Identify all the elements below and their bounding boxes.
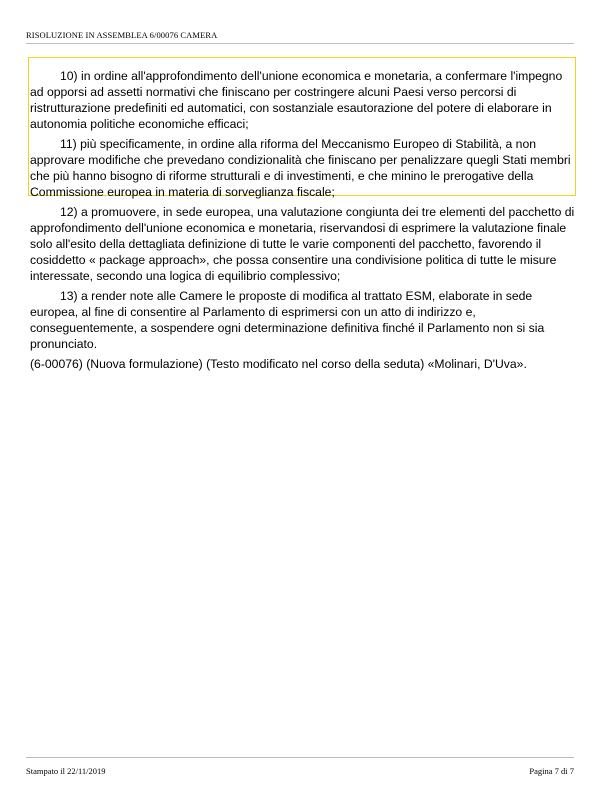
page-header-title: RISOLUZIONE IN ASSEMBLEA 6/00076 CAMERA xyxy=(26,30,218,40)
paragraph-13: 13) a render note alle Camere le proposte di modifica al trattato ESM, elaborate in sede europea, al fine di consentire al Parlamento di esprimersi con un atto di indirizzo e, conseguentemente, a sospendere ogni determinazione definitiva finché il Parlamento non si sia pronunciato. xyxy=(30,289,545,351)
paragraph-11: 11) più specificamente, in ordine alla riforma del Meccanismo Europeo di Stabilità, a non approvare modifiche che prevedano condizionalità che finiscano per penalizzare quegli Stati membri che più hanno bisogno di riforme strutturali e di investimenti, e che minino le prerogative della Commissione europea in materia di sorveglianza fiscale; xyxy=(30,137,571,199)
paragraph-12: 12) a promuovere, in sede europea, una valutazione congiunta dei tre elementi del pacchetto di approfondimento dell'unione economica e monetaria, riservandosi di esprimere la valutazione finale solo all'esito della dettagliata definizione di tutte le varie componenti del pacchetto, favorendo il cosiddetto « package approach», che possa consentire una condivisione politica di tutte le misure interessate, secondo una logica di equilibrio complessivo; xyxy=(30,205,575,283)
document-body xyxy=(30,68,576,376)
page-footer xyxy=(26,766,574,776)
printed-date: Stampato il 22/11/2019 xyxy=(26,766,106,776)
page-number: Pagina 7 di 7 xyxy=(529,766,574,776)
closing-reference: (6-00076) (Nuova formulazione) (Testo modificato nel corso della seduta) «Molinari, D'Uva». xyxy=(30,357,527,371)
paragraph-10: 10) in ordine all'approfondimento dell'unione economica e monetaria, a confermare l'impegno ad opporsi ad assetti normativi che finiscano per costringere alcuni Paesi verso percorsi di ristrutturazione predefiniti ed automatici, con sostanziale esautorazione del potere di elaborare in autonomia politiche economiche efficaci; xyxy=(30,69,563,131)
footer-divider xyxy=(26,757,574,758)
header-divider xyxy=(26,43,574,44)
